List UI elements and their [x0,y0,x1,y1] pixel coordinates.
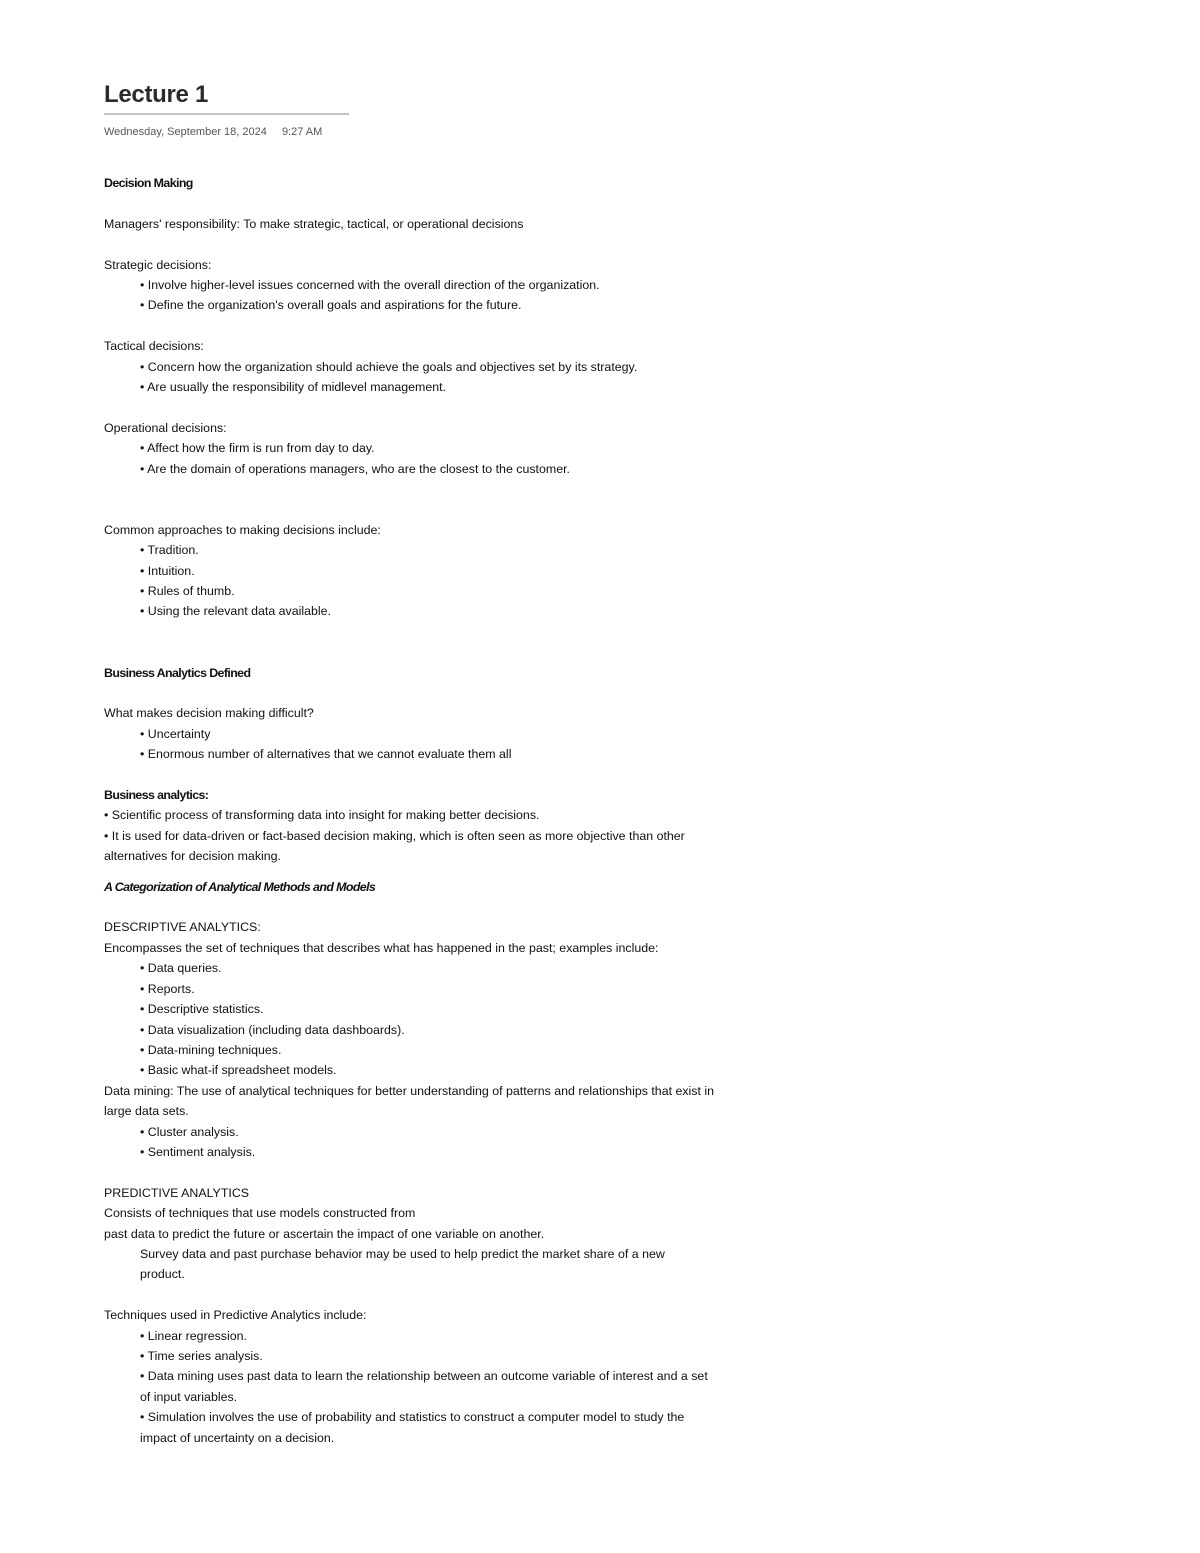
page-title: Lecture 1 [104,81,209,108]
note-date: Wednesday, September 18, 2024 [104,126,267,138]
list-item: • Cluster analysis. [140,1124,239,1139]
note-page [104,78,744,1448]
list-item: • Are usually the responsibility of midlevel management. [140,380,446,395]
subheading: Strategic decisions: [104,257,212,272]
list-item: • Basic what-if spreadsheet models. [140,1063,337,1078]
list-item: • Data mining uses past data to learn the relationship between an outcome variable of interest and a set of input variables. [140,1369,708,1404]
paragraph: Data mining: The use of analytical techniques for better understanding of patterns and relationships that exist in large data sets. [104,1083,715,1119]
list-item: • Sentiment analysis. [140,1144,256,1159]
paragraph: Encompasses the set of techniques that describes what has happened in the past; examples include: [104,940,659,955]
section-heading-categorization: A Categorization of Analytical Methods and Models [104,879,376,894]
list-item: • Are the domain of operations managers, who are the closest to the customer. [140,461,570,476]
title-divider [104,113,349,115]
list-item: • Tradition. [140,543,199,558]
subsection-heading-business-analytics: Business analytics: [104,788,209,803]
paragraph: What makes decision making difficult? [104,706,314,721]
example-text: Survey data and past purchase behavior may be used to help predict the market share of a new product. [140,1246,665,1282]
list-item: • Linear regression. [140,1328,247,1343]
list-item: • It is used for data-driven or fact-based decision making, which is often seen as more objective than other alternatives for decision making. [104,828,685,864]
list-item: • Enormous number of alternatives that we cannot evaluate them all [140,747,512,762]
subheading: PREDICTIVE ANALYTICS [104,1185,250,1200]
list-item: • Intuition. [140,563,195,578]
subheading: Tactical decisions: [104,339,204,354]
note-time: 9:27 AM [281,126,323,138]
subheading: Techniques used in Predictive Analytics include: [104,1308,367,1323]
list-item: • Simulation involves the use of probability and statistics to construct a computer model to study the impact of uncertainty on a decision. [140,1410,685,1445]
list-item: • Data queries. [140,961,222,976]
list-item: • Affect how the firm is run from day to day. [140,441,375,456]
list-item: • Uncertainty [140,726,211,741]
paragraph: past data to predict the future or ascertain the impact of one variable on another. [104,1226,545,1241]
section-heading-decision-making: Decision Making [104,176,193,190]
note-timestamp [104,125,744,139]
list-item: • Scientific process of transforming data into insight for making better decisions. [104,808,540,823]
list-item: • Concern how the organization should achieve the goals and objectives set by its strategy. [140,359,638,374]
section-heading-business-analytics: Business Analytics Defined [104,665,251,680]
list-item: • Data-mining techniques. [140,1042,282,1057]
list-item: • Involve higher-level issues concerned with the overall direction of the organization. [140,278,600,292]
list-item: • Rules of thumb. [140,584,235,599]
paragraph: Managers' responsibility: To make strategic, tactical, or operational decisions [104,216,524,231]
list-item: • Data visualization (including data dashboards). [140,1022,405,1037]
list-item: • Time series analysis. [140,1348,263,1363]
list-item: • Define the organization's overall goals and aspirations for the future. [140,298,522,313]
subheading: Operational decisions: [104,420,227,435]
subheading: Common approaches to making decisions include: [104,522,381,537]
list-item: • Reports. [140,981,195,996]
list-item: • Descriptive statistics. [140,1002,264,1017]
subheading: DESCRIPTIVE ANALYTICS: [104,920,261,935]
paragraph: Consists of techniques that use models constructed from [104,1206,416,1221]
list-item: • Using the relevant data available. [140,604,332,619]
